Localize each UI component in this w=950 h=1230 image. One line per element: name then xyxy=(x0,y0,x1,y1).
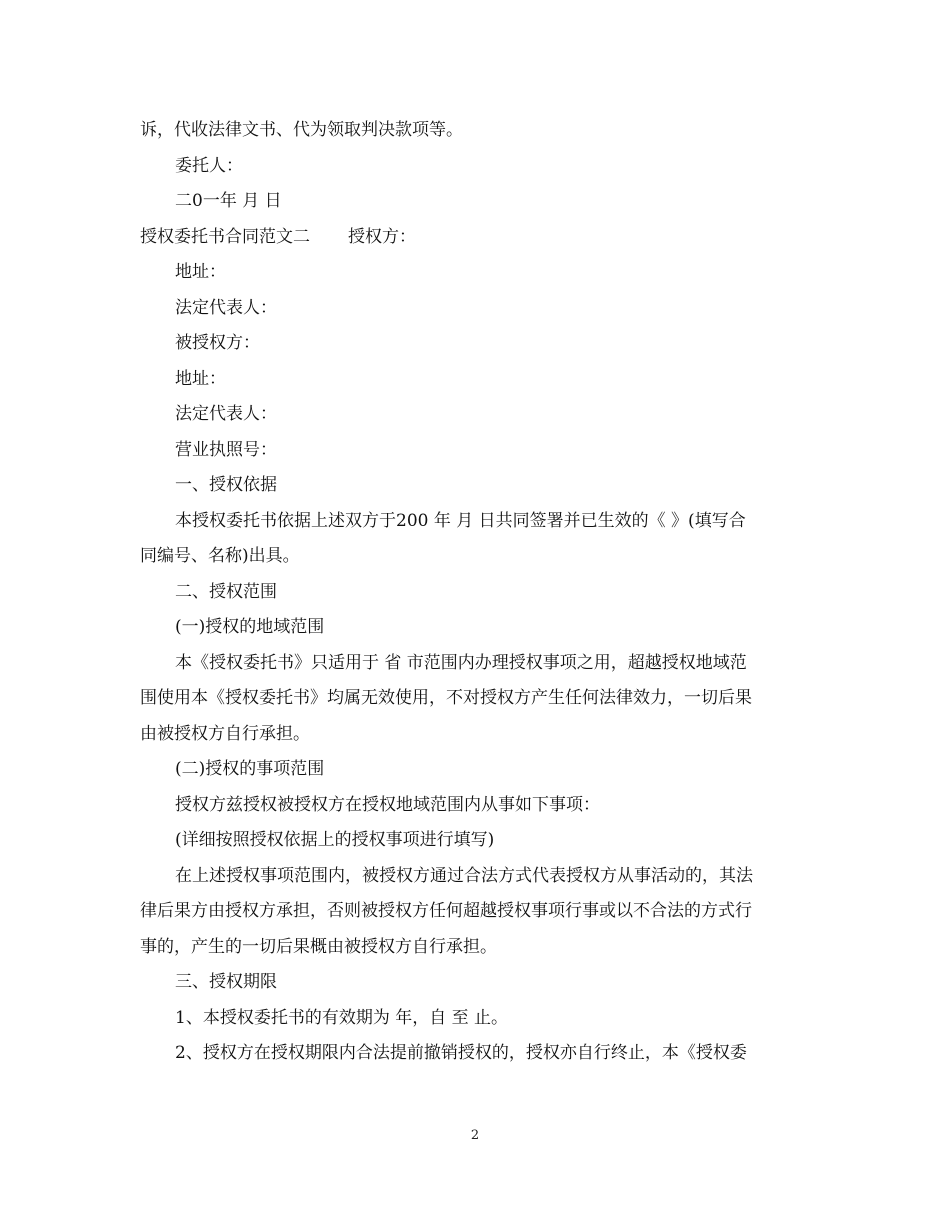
text-line: (详细按照授权依据上的授权事项进行填写) xyxy=(175,830,495,850)
text-line: 被授权方： xyxy=(175,333,260,353)
text-line: 2、授权方在授权期限内合法提前撤销授权的，授权亦自行终止，本《授权委 xyxy=(175,1043,747,1063)
text-line: 事的，产生的一切后果概由被授权方自行承担。 xyxy=(140,936,497,957)
subheading: (一)授权的地域范围 xyxy=(175,617,325,637)
text-line: 同编号、名称)出具。 xyxy=(140,546,300,566)
text-line: 由被授权方自行承担。 xyxy=(140,723,310,744)
text-line: 二0一年 月 日 xyxy=(175,191,282,211)
heading: 一、授权依据 xyxy=(175,475,277,495)
text-line: 本授权委托书依据上述双方于200 年 月 日共同签署并已生效的《 》(填写合 xyxy=(175,510,746,531)
section-title: 授权委托书合同范文二 xyxy=(140,226,310,247)
text-line: 围使用本《授权委托书》均属无效使用，不对授权方产生任何法律效力，一切后果 xyxy=(140,688,752,708)
document-body xyxy=(140,113,812,1072)
text-segment: 授权方： xyxy=(348,226,416,247)
text-line: 本《授权委托书》只适用于 省 市范围内办理授权事项之用，超越授权地域范 xyxy=(175,652,747,673)
subheading: (二)授权的事项范围 xyxy=(175,759,325,779)
text-line: 律后果方由授权方承担，否则被授权方任何超越授权事项行事或以不合法的方式行 xyxy=(140,901,752,921)
text-line: 在上述授权事项范围内，被授权方通过合法方式代表授权方从事活动的，其法 xyxy=(175,865,753,886)
text-line: 1、本授权委托书的有效期为 年，自 至 止。 xyxy=(175,1007,509,1028)
text-line: 地址： xyxy=(175,368,226,389)
page-number: 2 xyxy=(470,1128,480,1143)
heading: 二、授权范围 xyxy=(175,581,277,602)
text-line: 诉，代收法律文书、代为领取判决款项等。 xyxy=(140,120,463,140)
text-line: 法定代表人： xyxy=(175,404,277,424)
heading: 三、授权期限 xyxy=(175,972,277,992)
text-line: 授权方兹授权被授权方在授权地域范围内从事如下事项： xyxy=(175,794,600,815)
text-line: 地址： xyxy=(175,262,226,282)
text-line: 营业执照号： xyxy=(175,439,277,460)
text-line: 法定代表人： xyxy=(175,297,277,318)
text-line: 委托人： xyxy=(175,155,243,176)
text-line xyxy=(140,220,812,256)
